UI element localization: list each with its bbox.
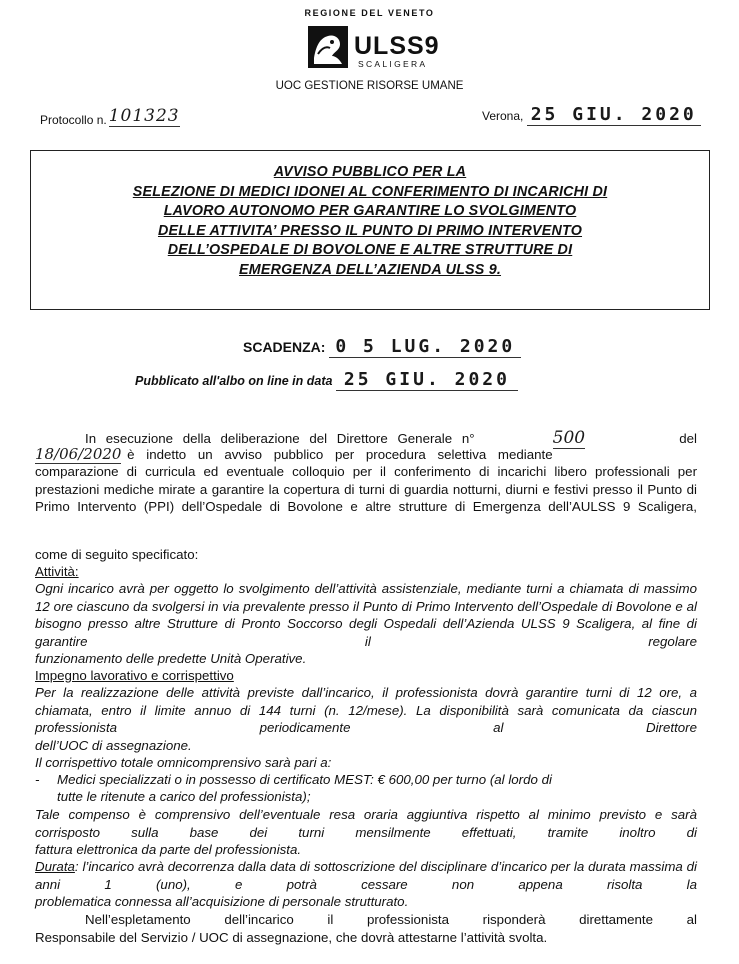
bullet-text: Medici specializzati o in possesso di certificato MEST: € 600,00 per turno (al lordo di xyxy=(57,772,552,787)
title-line: DELLE ATTIVITA’ PRESSO IL PUNTO DI PRIMO INTERVENTO xyxy=(157,222,583,239)
durata-heading: Durata xyxy=(35,859,75,874)
final-paragraph: Nell’espletamento dell’incarico il professionista risponderà direttamente al xyxy=(85,912,697,927)
intro-text: del xyxy=(679,431,697,446)
publication-line xyxy=(135,369,518,391)
title-line: LAVORO AUTONOMO PER GARANTIRE LO SVOLGIMENTO xyxy=(163,203,577,219)
logo-wordmark: ULSS9 xyxy=(354,32,440,60)
attivita-heading: Attività: xyxy=(35,564,79,579)
intro-text: In esecuzione della deliberazione del Direttore Generale n° xyxy=(85,431,475,446)
deadline-line xyxy=(243,336,521,358)
bullet-last-line: tutte le ritenute a carico del professionista); xyxy=(57,789,311,804)
title-line: DELL’OSPEDALE DI BOVOLONE E ALTRE STRUTTURE DI xyxy=(167,242,573,258)
place-date-line xyxy=(482,104,701,126)
ulss9-logo xyxy=(306,24,446,79)
corrispettivo-line: Il corrispettivo totale omnicomprensivo sarà pari a: xyxy=(35,755,332,770)
final-last-line: Responsabile del Servizio / UOC di assegnazione, che dovrà attestarne l’attività svolta. xyxy=(35,930,548,945)
durata-paragraph xyxy=(35,858,697,893)
title-line: SELEZIONE DI MEDICI IDONEI AL CONFERIMENTO DI INCARICHI DI xyxy=(132,183,608,200)
protocol-label: Protocollo n. xyxy=(40,113,107,127)
title-line: EMERGENZA DELL’AZIENDA ULSS 9. xyxy=(238,261,502,278)
deliberation-date: 18/06/2020 xyxy=(35,445,122,463)
date-stamp: 25 GIU. 2020 xyxy=(527,104,701,126)
protocol-number: 101323 xyxy=(108,106,180,126)
intro-text: è indetto un avviso pubblico per procedura selettiva mediante xyxy=(127,447,553,462)
publication-label: Pubblicato all'albo on line in data xyxy=(135,374,333,388)
department-name: UOC GESTIONE RISORSE UMANE xyxy=(275,80,464,92)
compenso-paragraph: Tale compenso è comprensivo dell’eventuale resa oraria aggiuntiva rispetto al minimo previsto e sarà corrisposto sulla base dei turni mensilmente effettuati, tramite inoltro di xyxy=(35,807,697,840)
attivita-paragraph: Ogni incarico avrà per oggetto lo svolgimento dell’attività assistenziale, mediante turni a chiamata di massimo 12 ore ciascuno da svolgersi in via prevalente presso il Punto di Primo Intervento dell’Ospedale di Bovolone e al bisogno presso altre Strutture di Pronto Soccorso degli Ospedali dell’Azienda ULSS 9 Scaligera, al fine di garantire il regolare xyxy=(35,581,697,649)
logo-subtitle: SCALIGERA xyxy=(358,59,428,69)
impegno-heading: Impegno lavorativo e corrispettivo xyxy=(35,668,234,683)
deadline-date-stamp: 0 5 LUG. 2020 xyxy=(329,336,521,358)
title-line: AVVISO PUBBLICO PER LA xyxy=(273,164,467,180)
intro-line-2 xyxy=(35,445,697,464)
durata-text: : l’incarico avrà decorrenza dalla data di sottoscrizione del disciplinare d’incarico per la durata massima di anni 1 (uno), e potrà cessare non appena risolta la xyxy=(35,859,697,892)
intro-paragraph: comparazione di curricula ed eventuale colloquio per il conferimento di incarichi libero professionali per prestazioni mediche mirate a garantire la copertura di turni di guardia notturni, diurni e festivi presso il Punto di Primo Intervento (PPI) dell’Ospedale di Bovolone e altre strutture di Emergenza dell’AULSS 9 Scaligera, xyxy=(35,464,697,514)
bullet-dash: - xyxy=(35,772,40,787)
durata-last-line: problematica connessa all’acquisizione di personale strutturato. xyxy=(35,894,409,909)
bullet-item xyxy=(35,771,697,789)
impegno-last-line: dell’UOC di assegnazione. xyxy=(35,738,192,753)
protocol-line xyxy=(40,106,180,127)
lion-emblem-icon xyxy=(306,24,446,74)
notice-title-box xyxy=(30,150,710,310)
compenso-last-line: fattura elettronica da parte del professionista. xyxy=(35,842,302,857)
intro-last-line: come di seguito specificato: xyxy=(35,547,199,562)
publication-date-stamp: 25 GIU. 2020 xyxy=(336,369,518,391)
region-heading: REGIONE DEL VENETO xyxy=(304,8,435,18)
deadline-label: SCADENZA: xyxy=(243,339,326,355)
deliberation-number: 500 xyxy=(552,428,586,448)
impegno-paragraph: Per la realizzazione delle attività previste dall’incarico, il professionista dovrà garantire turni di 12 ore, a chiamata, entro il limite annuo di 144 turni (n. 12/mese). La disponibilità sarà comunicata da ciascun professionista periodicamente al Direttore xyxy=(35,685,697,735)
attivita-last-line: funzionamento delle predette Unità Operative. xyxy=(35,651,307,666)
place-label: Verona, xyxy=(482,109,524,123)
